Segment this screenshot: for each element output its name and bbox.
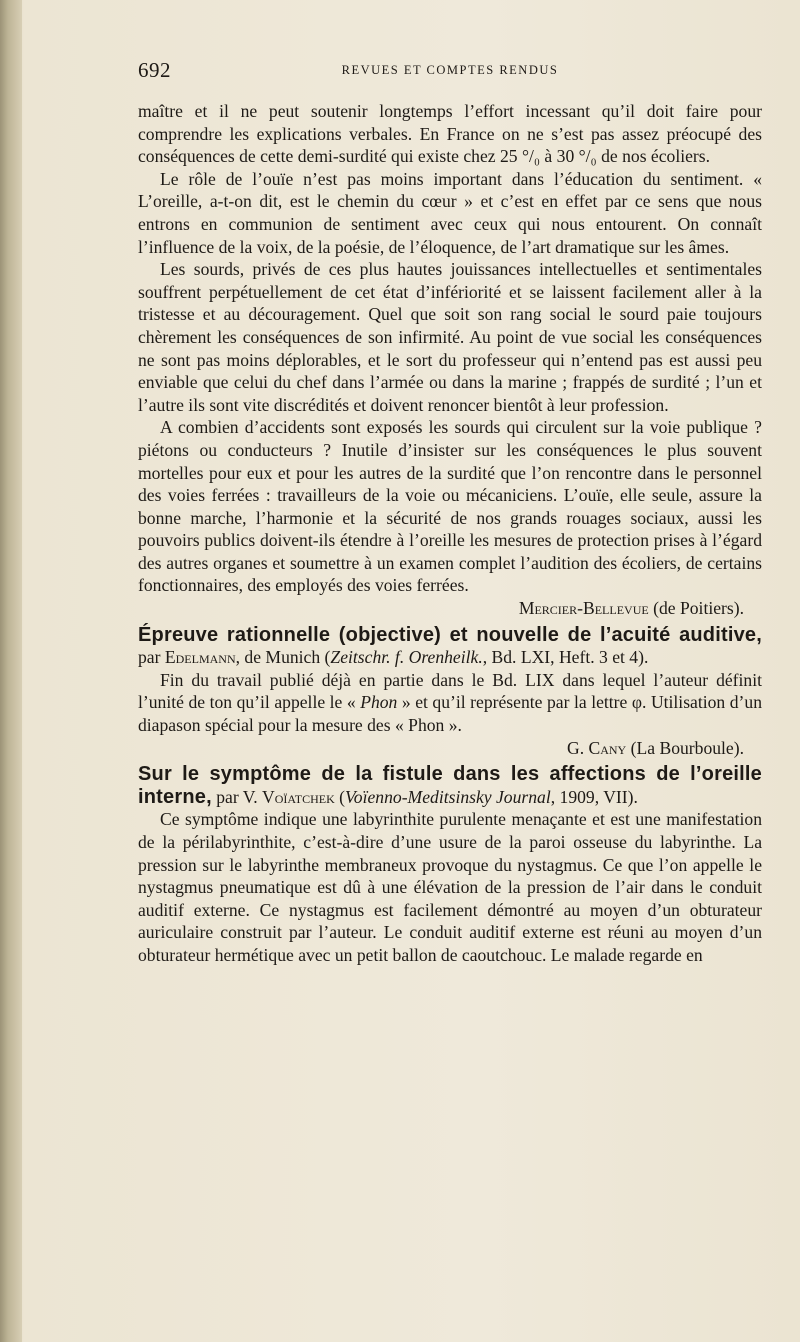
paragraph: Ce symptôme indique une labyrinthite purulente menaçante et est une manifestation de la périlabyrinthite, c’est-à-dire d’une usure de la paroi osseuse du labyrinthe. La pression sur le labyrinthe membraneux provoque du nystagmus. Ce que l’on appelle le nystagmus pneumatique est dû à une élévation de la pression de l’air dans le conduit auditif externe. Ce nystagmus est facilement démontré au moyen d’un obturateur auriculaire construit par l’auteur. Le conduit auditif externe est réuni au moyen d’un obturateur hermétique avec un petit ballon de caoutchouc. Le malade regarde en [138,809,762,965]
paragraph: Le rôle de l’ouïe n’est pas moins important dans l’éducation du sentiment. « L’oreille, a-t-on dit, est le chemin du cœur » et c’est en effet par ce sens que nous entrons en communion de sentiment avec ceux qui nous entourent. On connaît l’influence de la voix, de la poésie, de l’éloquence, de l’art dramatique sur les âmes. [138,168,762,257]
journal-ref: , 1909, VII). [550,786,638,807]
page-header [138,58,762,88]
journal-ref: , Bd. LXI, Heft. 3 et 4). [482,647,649,668]
journal-name: Zeitschr. f. Orenheilk. [330,647,483,668]
paragraph: Les sourds, privés de ces plus hautes jouissances intellectuelles et sentimentales souffrent perpétuellement de cet état d’infériorité et se laissent facilement aller à la tristesse et au découragement. Quel que soit son rang social le sourd paie toujours chèrement les conséquences de son infirmité. Au point de vue social les conséquences ne sont pas moins déplorables, et le sort du professeur qui n’entend pas est aussi peu enviable que celui du chef dans l’armée ou dans la marine ; frappés de surdité ; l’un et l’autre ils sont vite discrédités et doivent renoncer bientôt à leur profession. [138,259,762,415]
review-author: Edelmann [164,647,236,668]
review-by: par [138,647,161,668]
reviewer-signature [138,737,762,760]
phon-term: Phon [360,692,398,713]
reviewer-name: G. Cany [566,737,627,758]
journal-name: Voïenno-Meditsinsky Journal [345,786,551,807]
review-heading: Sur le symptôme de la fistule dans les affections de l’oreille interne, par V. Voïatchek (Voïenno-Meditsinsky Journal, 1909, VII). [138,763,762,808]
paragraph: maître et il ne peut soutenir longtemps l’effort incessant qu’il doit faire pour comprendre les explications verbales. En France on ne s’est pas assez préocupé des conséquences de cette demi-surdité qui existe chez 25 °/₀ à 30 °/₀ de nos écoliers. [138,101,762,167]
page-body [138,100,762,967]
review-title: Sur le symptôme de la fistule dans les affections de l’oreille interne, [138,763,762,808]
signature-place: (de Poitiers). [653,598,744,619]
page-number: 692 [138,58,171,82]
review-by: par V. [216,786,258,807]
review-heading [138,624,762,669]
signature-name: Mercier-Bellevue [518,598,649,619]
review-title: Épreuve rationnelle (objective) et nouvelle de l’acuité auditive, [138,623,762,646]
paragraph [138,669,762,737]
review-author: Voïatchek [262,786,335,807]
running-head: REVUES ET COMPTES RENDUS [341,63,559,77]
binding-gutter [0,0,22,1342]
text-span: » et qu’il représente par la lettre φ. Utilisation d’un diapason spécial pour la mesure des « Phon ». [138,692,762,736]
paragraph: A combien d’accidents sont exposés les sourds qui circulent sur la voie publique ? piétons ou conducteurs ? Inutile d’insister sur les conséquences le plus souvent mortelles pour eux et pour les autres de la surdité que l’on rencontre dans le personnel des voies ferrées : travailleurs de la voie ou mécaniciens. L’ouïe, elle seule, assure la bonne marche, l’harmonie et la sécurité de nos grands rouages sociaux, aussi les pouvoirs publics doivent-ils étendre à l’oreille les mesures de protection prises à l’égard des autres organes et soumettre à un examen complet l’audition des écoliers, de certains fonctionnaires, des employés des voies ferrées. [138,417,762,596]
review-location: , de Munich ( [235,647,331,668]
reviewer-place: (La Bourboule). [630,737,744,758]
author-signature [138,597,762,620]
text-span: Fin du travail publié déjà en partie dans le Bd. LIX dans lequel l’auteur définit l’unité de ton qu’il appelle le « [138,669,762,713]
